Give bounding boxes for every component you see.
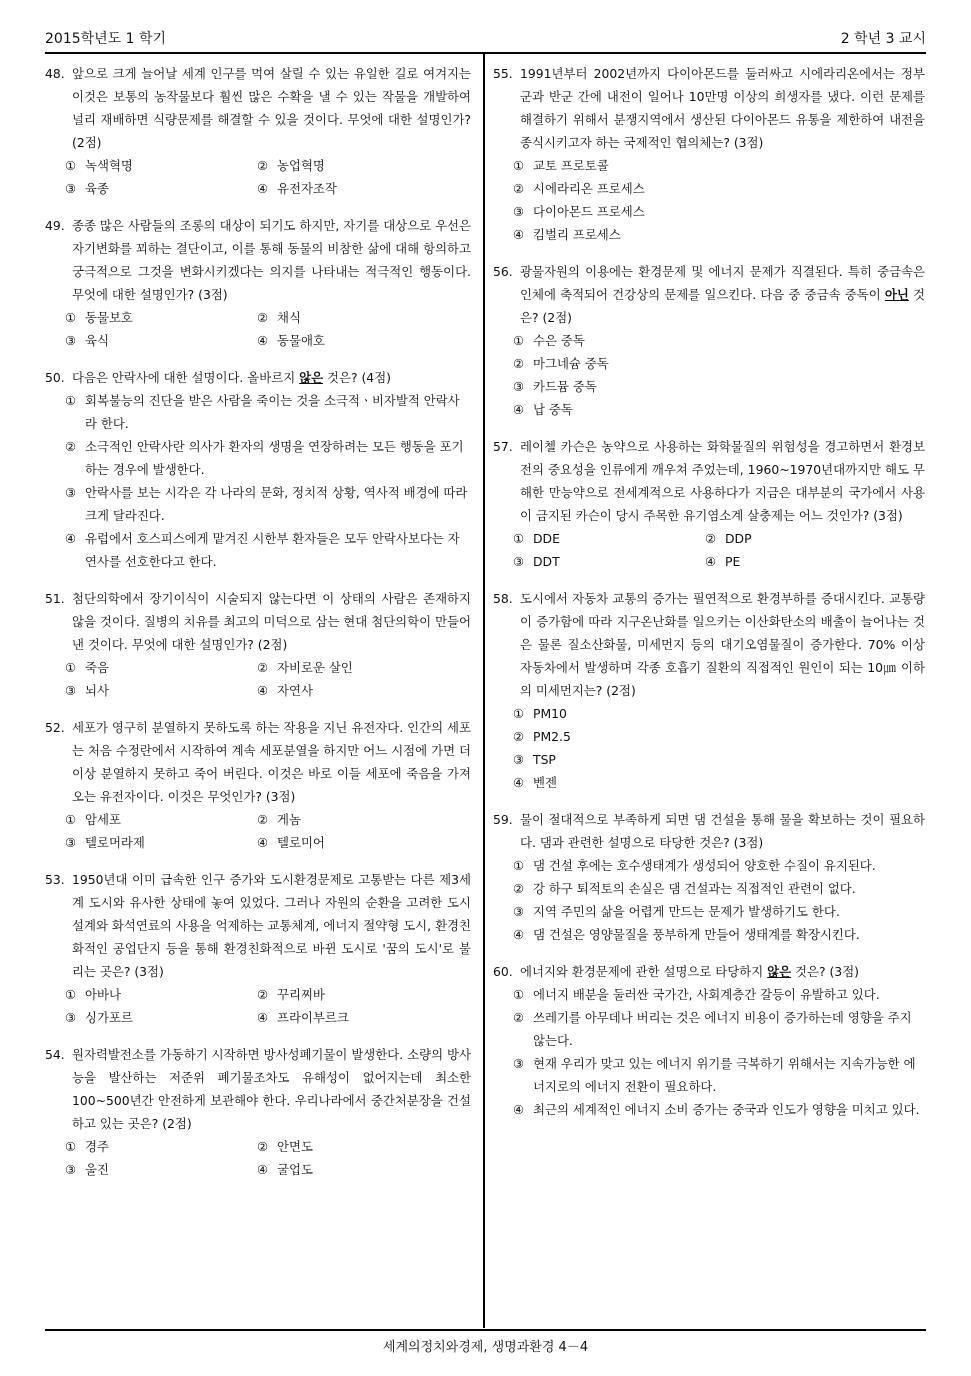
option-4[interactable] (257, 1158, 471, 1181)
option-text: 육종 (85, 181, 109, 196)
option-marker: ④ (257, 1010, 269, 1025)
page-footer: 세계의정치와경제, 생명과환경 4－4 (382, 1340, 589, 1355)
option-3[interactable] (513, 200, 925, 223)
option-text: 강 하구 퇴적토의 손실은 댐 건설과는 직접적인 관련이 없다. (533, 881, 856, 896)
option-marker: ③ (513, 904, 525, 919)
question-stem-emphasis: 않은 (767, 964, 792, 979)
option-3[interactable] (65, 329, 257, 352)
option-text: 다이아몬드 프로세스 (533, 204, 645, 219)
option-text: 댐 건설 후에는 호수생태계가 생성되어 양호한 수질이 유지된다. (533, 858, 876, 873)
question-number: 50. (45, 370, 65, 385)
option-1[interactable] (65, 656, 257, 679)
option-marker: ② (257, 158, 269, 173)
option-marker: ③ (513, 1056, 525, 1071)
option-4[interactable] (257, 831, 471, 854)
option-text: 킴벌리 프로세스 (533, 227, 621, 242)
question-number: 49. (45, 218, 65, 233)
option-2[interactable] (513, 177, 925, 200)
question-number: 57. (493, 439, 513, 454)
option-3[interactable] (513, 550, 705, 573)
option-4[interactable] (65, 527, 471, 573)
option-1[interactable] (513, 329, 925, 352)
option-1[interactable] (65, 389, 471, 435)
option-marker: ③ (65, 1010, 77, 1025)
option-4[interactable] (257, 329, 471, 352)
option-3[interactable] (513, 748, 925, 771)
option-text: 현재 우리가 맞고 있는 에너지 위기를 극복하기 위해서는 지속가능한 에너지로의 에너지 전환이 필요하다. (533, 1056, 916, 1094)
option-3[interactable] (65, 177, 257, 200)
question-52 (45, 716, 471, 854)
option-text: PM10 (533, 706, 567, 721)
option-3[interactable] (65, 831, 257, 854)
option-marker: ① (513, 333, 525, 348)
option-text: 마그네슘 중독 (533, 356, 609, 371)
option-1[interactable] (65, 983, 257, 1006)
option-marker: ③ (65, 1162, 77, 1177)
option-text: 프라이부르크 (277, 1010, 349, 1025)
semester-label: 2015학년도 1 학기 (45, 31, 167, 47)
option-text: 텔로머라제 (85, 835, 145, 850)
question-stem-post: 것은? (4점) (323, 370, 391, 385)
page-header (45, 28, 926, 50)
option-marker: ① (65, 812, 77, 827)
option-marker: ④ (513, 775, 525, 790)
option-text: 교토 프로토콜 (533, 158, 609, 173)
option-text: 텔로미어 (277, 835, 325, 850)
option-text: 동물애호 (277, 333, 325, 348)
option-text: 죽음 (85, 660, 109, 675)
option-marker: ② (513, 356, 525, 371)
option-text: 자비로운 살인 (277, 660, 353, 675)
question-stem: 1991년부터 2002년까지 다이아몬드를 둘러싸고 시에라리온에서는 정부군과 반군 간에 내전이 일어나 10만명 이상의 희생자를 냈다. 이런 문제를 해결하기 위해서 분쟁지역에서 생산된 다이아몬드 유통을 제한하여 내전을 종식시키고자 하는 국제적인 협의체는? (3점) (520, 66, 925, 150)
option-marker: ④ (513, 1102, 525, 1117)
question-stem: 첨단의학에서 장기이식이 시술되지 않는다면 이 상태의 사람은 존재하지 않을 것이다. 질병의 치유를 최고의 미덕으로 삼는 현대 첨단의학이 만들어낸 것이다. 무엇에 대한 설명인가? (2점) (72, 591, 471, 652)
option-2[interactable] (257, 808, 471, 831)
option-marker: ④ (65, 531, 77, 546)
option-text: 쓰레기를 아무데나 버리는 것은 에너지 비용이 증가하는데 영향을 주지 않는다. (533, 1010, 912, 1048)
option-text: DDT (533, 554, 560, 569)
option-marker: ① (513, 158, 525, 173)
option-text: 벤젠 (533, 775, 557, 790)
option-2[interactable] (705, 527, 925, 550)
bottom-rule (45, 1329, 926, 1331)
option-marker: ① (513, 987, 525, 1002)
option-3[interactable] (65, 1006, 257, 1029)
question-number: 51. (45, 591, 65, 606)
option-text: 시에라리온 프로세스 (533, 181, 645, 196)
option-text: 채식 (277, 310, 301, 325)
option-text: 유럽에서 호스피스에게 맡겨진 시한부 환자들은 모두 안락사보다는 자연사를 선호한다고 한다. (85, 531, 460, 569)
option-marker: ④ (513, 402, 525, 417)
option-text: DDE (533, 531, 560, 546)
option-3[interactable] (513, 900, 925, 923)
option-2[interactable] (513, 877, 925, 900)
option-marker: ② (513, 881, 525, 896)
option-marker: ④ (257, 1162, 269, 1177)
option-3[interactable] (65, 1158, 257, 1181)
option-4[interactable] (705, 550, 925, 573)
option-2[interactable] (257, 306, 471, 329)
option-marker: ③ (513, 204, 525, 219)
question-number: 58. (493, 591, 513, 606)
option-4[interactable] (513, 771, 925, 794)
option-text: 유전자조작 (277, 181, 337, 196)
right-column (493, 62, 925, 1121)
top-rule (45, 52, 926, 54)
option-marker: ④ (513, 227, 525, 242)
option-4[interactable] (513, 923, 925, 946)
option-text: 경주 (85, 1139, 109, 1154)
question-stem-emphasis: 아닌 (884, 287, 909, 302)
option-4[interactable] (257, 1006, 471, 1029)
option-marker: ④ (257, 683, 269, 698)
question-stem-pre: 다음은 안락사에 대한 설명이다. 올바르지 (72, 370, 300, 385)
option-text: 수은 중독 (533, 333, 585, 348)
option-text: 지역 주민의 삶을 어렵게 만드는 문제가 발생하기도 한다. (533, 904, 840, 919)
option-marker: ② (513, 181, 525, 196)
option-marker: ④ (257, 835, 269, 850)
option-1[interactable] (513, 854, 925, 877)
option-marker: ③ (65, 683, 77, 698)
question-56 (493, 260, 925, 421)
option-2[interactable] (257, 154, 471, 177)
option-marker: ① (65, 660, 77, 675)
question-number: 54. (45, 1047, 65, 1062)
question-53 (45, 868, 471, 1029)
option-1[interactable] (65, 306, 257, 329)
option-text: DDP (725, 531, 752, 546)
option-text: 뇌사 (85, 683, 109, 698)
option-text: PM2.5 (533, 729, 571, 744)
option-text: 육식 (85, 333, 109, 348)
option-3[interactable] (65, 679, 257, 702)
option-marker: ③ (513, 379, 525, 394)
option-marker: ③ (65, 835, 77, 850)
option-2[interactable] (513, 352, 925, 375)
option-2[interactable] (513, 1006, 925, 1052)
question-stem: 원자력발전소를 가동하기 시작하면 방사성폐기물이 발생한다. 소량의 방사능을 발산하는 저준위 폐기물조차도 유해성이 없어지는데 최소한 100~500년간 안전하게 보관해야 한다. 우리나라에서 중간처분장을 건설하고 있는 곳은? (2점) (72, 1047, 471, 1131)
option-text: 안락사를 보는 시각은 각 나라의 문화, 정치적 상황, 역사적 배경에 따라 크게 달라진다. (85, 485, 468, 523)
left-column (45, 62, 471, 1181)
question-55 (493, 62, 925, 246)
option-1[interactable] (513, 983, 925, 1006)
option-text: 암세포 (85, 812, 121, 827)
option-3[interactable] (513, 375, 925, 398)
option-text: 싱가포르 (85, 1010, 133, 1025)
option-text: 아바나 (85, 987, 121, 1002)
option-marker: ③ (513, 752, 525, 767)
question-number: 59. (493, 812, 513, 827)
question-50 (45, 366, 471, 573)
question-number: 56. (493, 264, 513, 279)
option-marker: ② (65, 439, 77, 454)
question-48 (45, 62, 471, 200)
option-marker: ② (257, 987, 269, 1002)
option-marker: ④ (513, 927, 525, 942)
option-2[interactable] (513, 725, 925, 748)
question-stem-post: 것은? (2점) (520, 287, 925, 325)
option-text: 자연사 (277, 683, 313, 698)
option-marker: ② (513, 729, 525, 744)
question-stem: 도시에서 자동차 교통의 증가는 필연적으로 환경부하를 증대시킨다. 교통량이 증가함에 따라 지구온난화를 일으키는 이산화탄소의 배출이 늘어나는 것은 물론 질소산화물, 미세먼지 등의 대기오염물질이 증가한다. 70% 이상 자동차에서 발생하며 각종 호흡기 질환의 직접적인 원인이 되는 10㎛ 이하의 미세먼지는? (2점) (520, 591, 925, 698)
option-marker: ② (257, 1139, 269, 1154)
question-49 (45, 214, 471, 352)
option-marker: ① (513, 531, 525, 546)
option-text: 울진 (85, 1162, 109, 1177)
option-text: PE (725, 554, 741, 569)
question-stem: 앞으로 크게 늘어날 세계 인구를 먹여 살릴 수 있는 유일한 길로 여겨지는 이것은 보통의 농작물보다 훨씬 많은 수확을 낼 수 있는 작물을 개발하여 널리 재배하면 식량문제를 해결할 수 있을 것이다. 무엇에 대한 설명인가? (2점) (72, 66, 471, 150)
question-stem: 세포가 영구히 분열하지 못하도록 하는 작용을 지닌 유전자다. 인간의 세포는 처음 수정란에서 시작하여 계속 세포분열을 하지만 어느 시점에 가면 더 이상 분열하지 못하고 죽어 버린다. 이것은 바로 이들 세포에 죽음을 가져오는 유전자이다. 이것은 무엇인가? (3점) (72, 720, 471, 804)
option-marker: ② (513, 1010, 525, 1025)
option-3[interactable] (513, 1052, 925, 1098)
option-marker: ① (65, 1139, 77, 1154)
option-text: 꾸리찌바 (277, 987, 325, 1002)
option-text: 동물보호 (85, 310, 133, 325)
option-1[interactable] (65, 1135, 257, 1158)
option-text: 게놈 (277, 812, 301, 827)
option-text: 최근의 세계적인 에너지 소비 증가는 중국과 인도가 영향을 미치고 있다. (533, 1102, 920, 1117)
question-58 (493, 587, 925, 794)
option-2[interactable] (257, 656, 471, 679)
option-marker: ④ (705, 554, 717, 569)
question-number: 55. (493, 66, 513, 81)
grade-period-label: 2 학년 3 교시 (840, 31, 926, 47)
option-marker: ② (257, 812, 269, 827)
option-text: 회복불능의 진단을 받은 사람을 죽이는 것을 소극적ㆍ비자발적 안락사라 한다. (85, 393, 460, 431)
option-marker: ① (513, 706, 525, 721)
option-2[interactable] (257, 1135, 471, 1158)
option-1[interactable] (65, 808, 257, 831)
option-marker: ① (65, 987, 77, 1002)
question-stem-emphasis: 않은 (299, 370, 324, 385)
question-stem-post: 것은? (3점) (791, 964, 859, 979)
option-marker: ① (65, 310, 77, 325)
option-text: 농업혁명 (277, 158, 325, 173)
option-marker: ② (257, 660, 269, 675)
question-59 (493, 808, 925, 946)
option-text: 납 중독 (533, 402, 573, 417)
option-marker: ④ (257, 181, 269, 196)
question-stem: 물이 절대적으로 부족하게 되면 댐 건설을 통해 물을 확보하는 것이 필요하다. 댐과 관련한 설명으로 타당한 것은? (3점) (520, 812, 925, 850)
option-marker: ① (65, 393, 77, 408)
option-text: 댐 건설은 영양물질을 풍부하게 만들어 생태계를 확장시킨다. (533, 927, 860, 942)
option-3[interactable] (65, 481, 471, 527)
option-text: 소극적인 안락사란 의사가 환자의 생명을 연장하려는 모든 행동을 포기하는 경우에 발생한다. (85, 439, 464, 477)
option-marker: ① (65, 158, 77, 173)
option-2[interactable] (257, 983, 471, 1006)
question-stem-pre: 에너지와 환경문제에 관한 설명으로 타당하지 (520, 964, 768, 979)
option-marker: ② (257, 310, 269, 325)
option-4[interactable] (257, 177, 471, 200)
question-stem: 종종 많은 사람들의 조롱의 대상이 되기도 하지만, 자기를 대상으로 우선은 자기변화를 꾀하는 결단이고, 이를 통해 동물의 비참한 삶에 대해 항의하고 궁극적으로 그것을 변화시키겠다는 의지를 나타내는 적극적인 행동이다. 무엇에 대한 설명인가? (3점) (72, 218, 471, 302)
question-stem: 1950년대 이미 급속한 인구 증가와 도시환경문제로 고통받는 다른 제3세계 도시와 유사한 상태에 놓여 있었다. 그러나 자원의 순환을 고려한 도시설계와 화석연료의 사용을 억제하는 교통체계, 에너지 절약형 도시, 환경친화적인 공업단지 등을 통해 환경친화적으로 바뀐 도시로 '꿈의 도시'로 불리는 곳은? (3점) (72, 872, 471, 979)
option-text: 안면도 (277, 1139, 313, 1154)
option-text: 굴업도 (277, 1162, 313, 1177)
question-number: 60. (493, 964, 513, 979)
option-2[interactable] (65, 435, 471, 481)
option-text: 에너지 배분을 둘러싼 국가간, 사회계층간 갈등이 유발하고 있다. (533, 987, 880, 1002)
option-text: TSP (533, 752, 556, 767)
question-51 (45, 587, 471, 702)
question-60 (493, 960, 925, 1121)
option-marker: ① (513, 858, 525, 873)
option-1[interactable] (513, 527, 705, 550)
option-text: 카드뮴 중독 (533, 379, 597, 394)
question-54 (45, 1043, 471, 1181)
option-4[interactable] (513, 398, 925, 421)
option-marker: ③ (513, 554, 525, 569)
question-57 (493, 435, 925, 573)
option-marker: ③ (65, 485, 77, 500)
question-stem-pre: 광물자원의 이용에는 환경문제 및 에너지 문제가 직결된다. 특히 중금속은 인체에 축적되어 건강상의 문제를 일으킨다. 다음 중 중금속 중독이 (520, 264, 925, 302)
option-text: 녹색혁명 (85, 158, 133, 173)
question-stem: 레이첼 카슨은 농약으로 사용하는 화학물질의 위험성을 경고하면서 환경보전의 중요성을 인류에게 깨우쳐 주었는데, 1960~1970년대까지만 해도 무해한 만능약으로 전세계적으로 사용하다가 지금은 대부분의 국가에서 사용이 금지된 카슨이 당시 주목한 유기염소계 살충제는 어느 것인가? (3점) (520, 439, 925, 523)
column-divider (483, 54, 485, 1328)
option-marker: ④ (257, 333, 269, 348)
question-number: 53. (45, 872, 65, 887)
option-marker: ② (705, 531, 717, 546)
option-marker: ③ (65, 181, 77, 196)
question-number: 52. (45, 720, 65, 735)
option-4[interactable] (257, 679, 471, 702)
option-1[interactable] (513, 702, 925, 725)
option-marker: ③ (65, 333, 77, 348)
option-1[interactable] (513, 154, 925, 177)
option-4[interactable] (513, 223, 925, 246)
question-number: 48. (45, 66, 65, 81)
option-1[interactable] (65, 154, 257, 177)
option-4[interactable] (513, 1098, 925, 1121)
